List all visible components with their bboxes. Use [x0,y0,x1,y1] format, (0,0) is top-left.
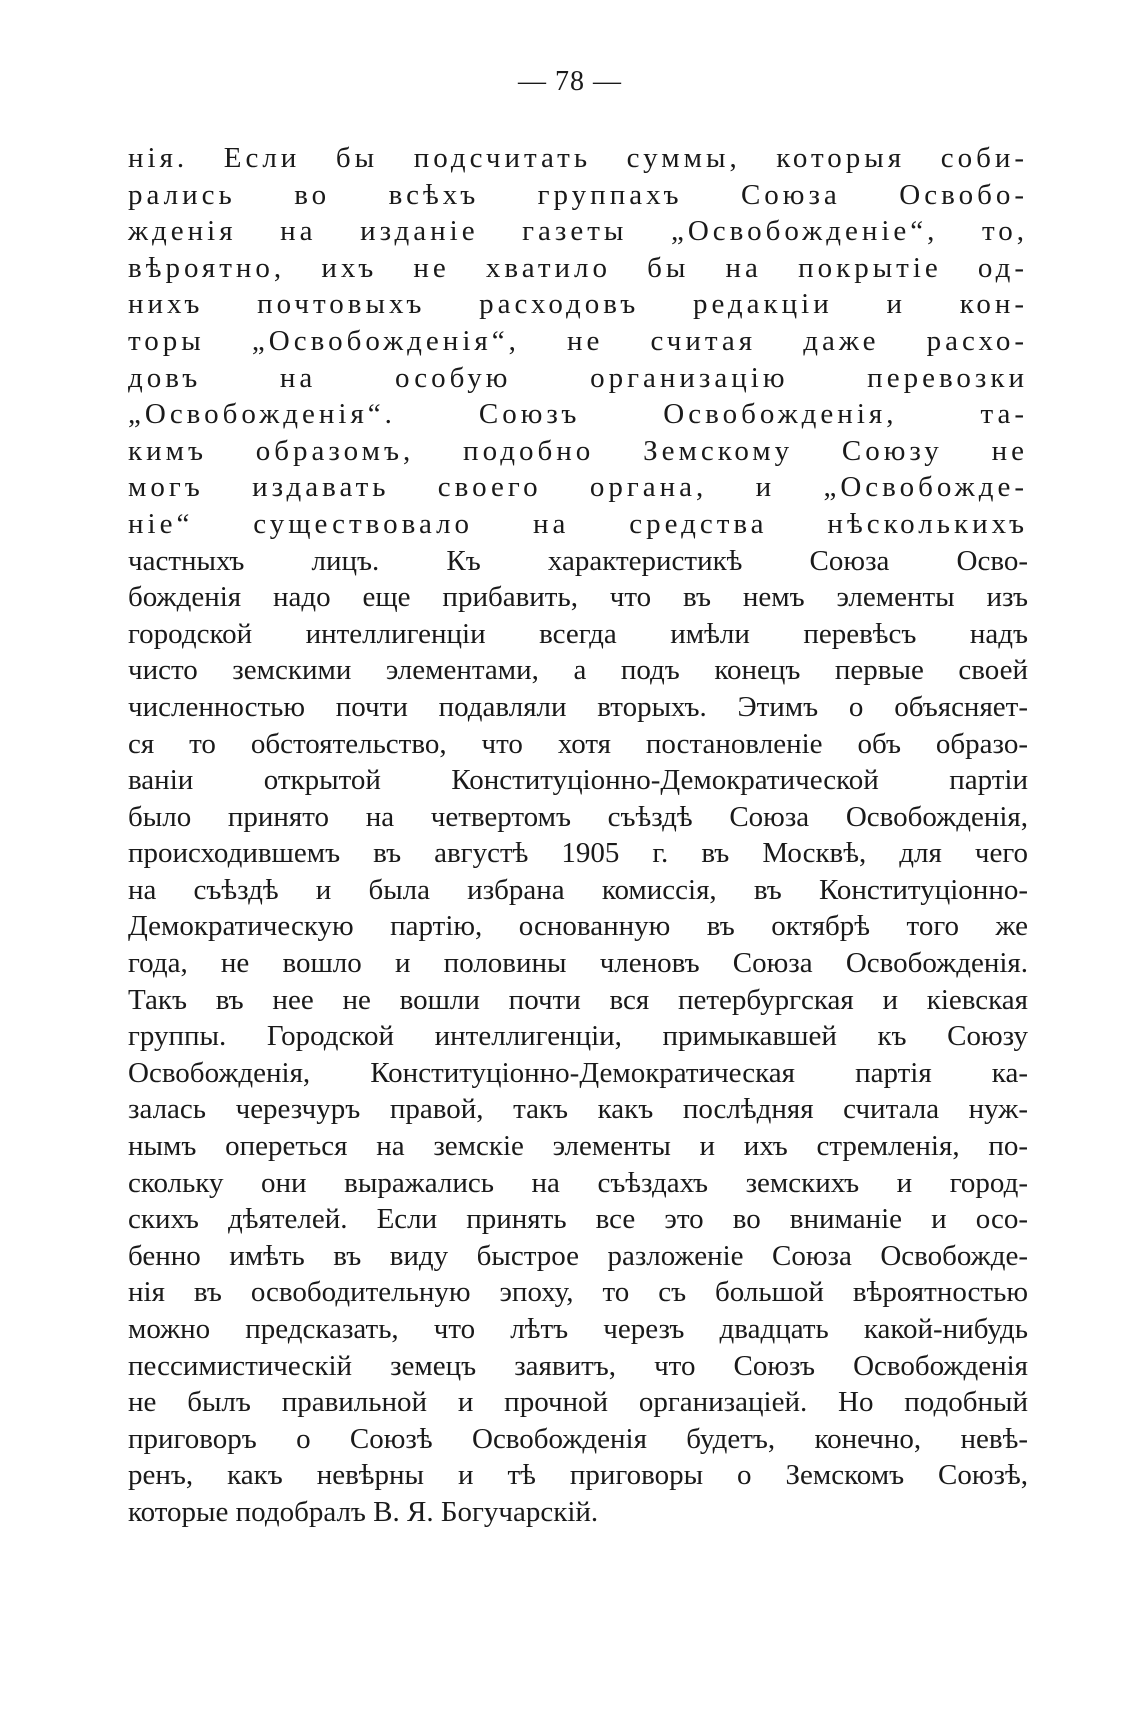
text-line: которые подобралъ В. Я. Богучарскій. [128,1495,599,1528]
text-line: залась черезчуръ правой, такъ какъ послѣдняя считала нуж- [128,1093,1028,1126]
text-line: жденія на изданіе газеты „Освобожденіе“, то, [128,215,1028,248]
text-line: приговоръ о Союзѣ Освобожденія будетъ, конечно, невѣ- [128,1422,1028,1455]
text-line: происходившемъ въ августѣ 1905 г. въ Москвѣ, для чего [128,837,1028,870]
text-line: Демократическую партію, основанную въ октябрѣ того же [128,910,1028,943]
text-line: бенно имѣть въ виду быстрое разложеніе Союза Освобожде- [128,1239,1028,1272]
text-line: на съѣздѣ и была избрана комиссія, въ Конституціонно- [128,873,1028,906]
text-line: численностью почти подавляли вторыхъ. Этимъ о объясняет- [128,690,1028,723]
text-line: ренъ, какъ невѣрны и тѣ приговоры о Земскомъ Союзѣ, [128,1459,1028,1492]
text-line: рались во всѣхъ группахъ Союза Освобо- [128,178,1028,211]
text-line: пессимистическій земецъ заявитъ, что Союзъ Освобожденія [128,1349,1028,1382]
text-line: чисто земскими элементами, а подъ конецъ первые своей [128,654,1028,687]
text-line: торы „Освобожденія“, не считая даже расхо- [128,324,1028,357]
text-line: частныхъ лицъ. Къ характеристикѣ Союза Осво- [128,544,1028,577]
text-line: скихъ дѣятелей. Если принять все это во вниманіе и осо- [128,1203,1028,1236]
text-line: ся то обстоятельство, что хотя постановленіе объ образо- [128,727,1028,760]
page-number: — 78 — [518,66,622,97]
text-line: скольку они выражались на съѣздахъ земскихъ и город- [128,1166,1028,1199]
text-line: группы. Городской интеллигенціи, примыкавшей къ Союзу [128,1020,1028,1053]
text-line: могъ издавать своего органа, и „Освобожде- [128,471,1028,504]
text-line: можно предсказать, что лѣтъ черезъ двадцать какой-нибудь [128,1313,1028,1345]
text-line: „Освобожденія“. Союзъ Освобожденія, та- [128,398,1028,431]
text-line: ніе“ существовало на средства нѣсколькихъ [128,507,1028,540]
text-line: было принято на четвертомъ съѣздѣ Союза Освобожденія, [128,800,1028,833]
text-line: ваніи открытой Конституціонно-Демократической партіи [128,764,1028,797]
text-line: божденія надо еще прибавить, что въ немъ элементы изъ [128,581,1028,614]
body-text [128,140,1028,1531]
text-line: Такъ въ нее не вошли почти вся петербургская и кіевская [128,983,1028,1016]
text-line: нымъ опереться на земскіе элементы и ихъ стремленія, по- [128,1130,1028,1163]
text-line: довъ на особую организацію перевозки [128,361,1028,394]
text-line: кимъ образомъ, подобно Земскому Союзу не [128,434,1028,467]
text-line: нія въ освободительную эпоху, то съ большой вѣроятностью [128,1276,1028,1309]
text-line: Освобожденія, Конституціонно-Демократическая партія ка- [128,1056,1028,1089]
text-line: года, не вошло и половины членовъ Союза Освобожденія. [128,947,1028,980]
text-line: нія. Если бы подсчитать суммы, которыя соби- [128,142,1028,174]
text-line: нихъ почтовыхъ расходовъ редакціи и кон- [128,288,1028,321]
text-line: городской интеллигенціи всегда имѣли перевѣсъ надъ [128,617,1028,650]
text-line: не былъ правильной и прочной организаціей. Но подобный [128,1386,1028,1419]
text-line: вѣроятно, ихъ не хватило бы на покрытіе од- [128,251,1028,284]
